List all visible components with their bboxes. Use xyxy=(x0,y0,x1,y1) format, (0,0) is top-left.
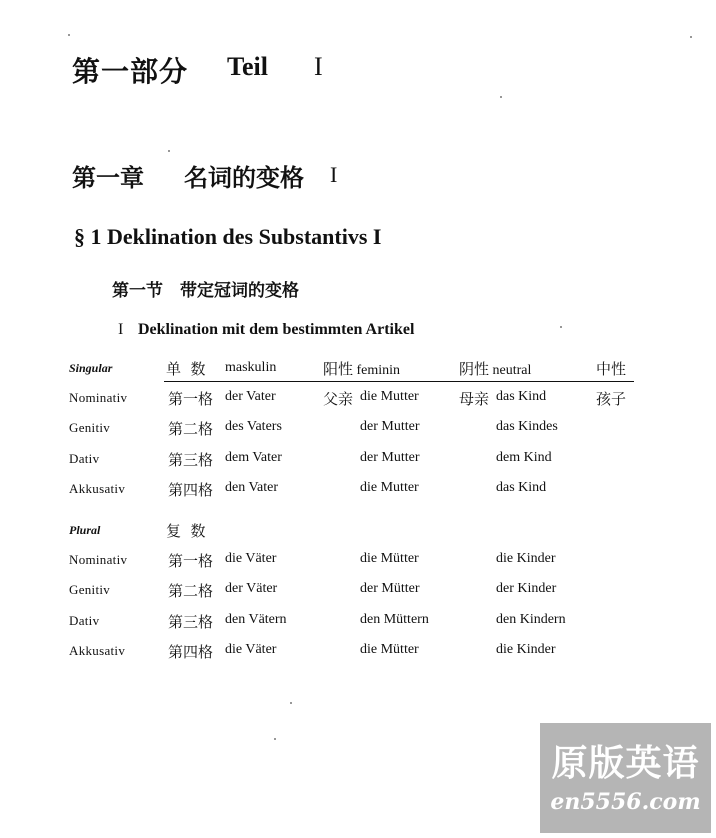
chapter-title: 名词的变格 xyxy=(184,164,304,192)
feminine-form: den Müttern xyxy=(360,612,429,627)
header-neutral xyxy=(459,358,531,379)
neuter-form: das Kind xyxy=(496,389,547,404)
feminine-form: der Mutter xyxy=(360,450,420,465)
case-label: Genitiv xyxy=(69,420,111,435)
case-cn: 第三格 xyxy=(168,613,214,631)
watermark-text: 原版英语 xyxy=(551,743,700,784)
mother-cn: 母亲 xyxy=(459,390,490,408)
case-cn: 第四格 xyxy=(168,481,214,499)
case-label: Akkusativ xyxy=(69,481,126,496)
header-masculine-cn: 阳性 xyxy=(323,360,354,378)
header-feminine-cn: 阴性 xyxy=(459,360,490,378)
subsection-title: Deklination mit dem bestimmten Artikel xyxy=(138,321,415,338)
case-label: Dativ xyxy=(69,613,100,628)
masculine-form: der Vater xyxy=(225,389,276,404)
feminine-form: die Mutter xyxy=(360,389,419,404)
section-number: 第一节 xyxy=(112,281,163,301)
scan-speck xyxy=(560,326,562,328)
case-cn: 第一格 xyxy=(168,390,214,408)
header-feminin xyxy=(323,358,400,379)
part-title-de: Teil xyxy=(227,52,268,81)
singular-cn-label: 单 数 xyxy=(166,360,206,378)
neuter-form: der Kinder xyxy=(496,581,557,596)
plural-label: Plural xyxy=(69,523,101,537)
father-cn: 父亲 xyxy=(323,390,354,408)
case-label: Nominativ xyxy=(69,390,128,405)
part-roman-numeral: I xyxy=(314,52,323,81)
case-label: Nominativ xyxy=(69,552,128,567)
scan-speck xyxy=(168,150,170,152)
header-feminin-de: feminin xyxy=(356,363,401,378)
neuter-form: den Kindern xyxy=(496,612,566,627)
neuter-form: die Kinder xyxy=(496,642,556,657)
feminine-form: die Mütter xyxy=(360,551,419,566)
chapter-number: 第一章 xyxy=(72,164,144,192)
case-cn: 第四格 xyxy=(168,643,214,661)
masculine-form: den Vater xyxy=(225,480,278,495)
masculine-form: den Vätern xyxy=(225,612,287,627)
masculine-form: des Vaters xyxy=(225,419,282,434)
plural-cn-label: 复 数 xyxy=(166,522,206,540)
chapter-roman-numeral: I xyxy=(330,162,338,187)
header-maskulin: maskulin xyxy=(225,360,277,375)
singular-label: Singular xyxy=(69,361,113,375)
scan-speck xyxy=(290,702,292,704)
masculine-form: die Väter xyxy=(225,551,277,566)
feminine-form: der Mütter xyxy=(360,581,420,596)
paragraph-heading: § 1 Deklination des Substantivs I xyxy=(74,224,382,249)
masculine-form: dem Vater xyxy=(225,450,282,465)
case-cn: 第二格 xyxy=(168,420,214,438)
header-rule xyxy=(164,381,634,382)
neuter-form: die Kinder xyxy=(496,551,556,566)
header-neuter-cn: 中性 xyxy=(596,360,627,378)
case-cn: 第二格 xyxy=(168,582,214,600)
case-label: Genitiv xyxy=(69,582,111,597)
neuter-form: das Kind xyxy=(496,480,547,495)
scan-speck xyxy=(690,36,692,38)
feminine-form: die Mutter xyxy=(360,480,419,495)
subsection-roman-numeral: I xyxy=(118,321,124,338)
case-label: Dativ xyxy=(69,451,100,466)
feminine-form: der Mutter xyxy=(360,419,420,434)
scan-speck xyxy=(500,96,502,98)
neuter-form: das Kindes xyxy=(496,419,558,434)
case-label: Akkusativ xyxy=(69,643,126,658)
neuter-form: dem Kind xyxy=(496,450,552,465)
case-cn: 第三格 xyxy=(168,451,214,469)
watermark-logo xyxy=(540,723,711,833)
child-cn: 孩子 xyxy=(596,390,627,408)
masculine-form: die Väter xyxy=(225,642,277,657)
feminine-form: die Mütter xyxy=(360,642,419,657)
masculine-form: der Väter xyxy=(225,581,278,596)
part-title-cn: 第一部分 xyxy=(72,55,189,88)
section-title: 带定冠词的变格 xyxy=(180,281,299,301)
header-neutral-de: neutral xyxy=(492,363,532,378)
scan-speck xyxy=(68,34,70,36)
scan-speck xyxy=(274,738,276,740)
watermark-url: en5556.com xyxy=(550,789,701,815)
case-cn: 第一格 xyxy=(168,552,214,570)
